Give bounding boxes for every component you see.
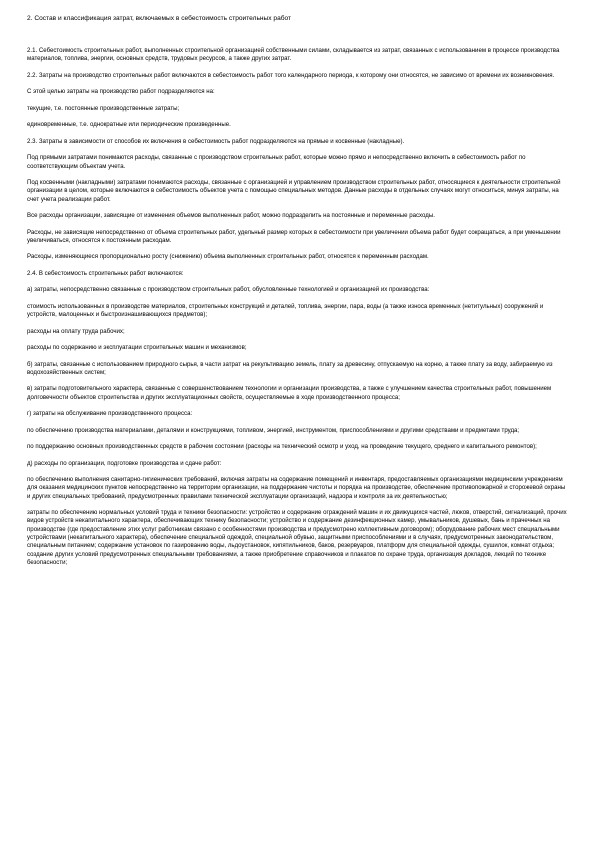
paragraph-materials-cost: стоимость использованных в производстве материалов, строительных конструкций и деталей, топлива, энергии, пара, воды (а также износа временных (нетитульных) сооружений и устройств, малоценных и быстроизнашивающихся предметов);: [27, 302, 544, 319]
paragraph-2-2: 2.2. Затраты на производство строительных работ включаются в себестоимость работ того календарного периода, к которому они относятся, не зависимо от времени их возникновения.: [27, 71, 555, 79]
paragraph-current-costs: текущие, т.е. постоянные производственные затраты;: [27, 104, 180, 112]
paragraph-indirect-costs: Под косвенными (накладными) затратами понимаются расходы, связанные с организацией и управлением производством строительных работ, относящиеся к деятельности строительной организации в целом, которые включаются в себестоимость объектов учета с помощью специальных методов. Данные расходы в отдельных случаях могут относиться, минуя затраты, на счет учета реализации работ.: [27, 178, 561, 203]
paragraph-sanitary: по обеспечению выполнения санитарно-гигиенических требований, включая затраты на содержание помещений и инвентаря, предоставляемых организациями медицинским учреждениям для оказания медицинских пунктов непосредственно на территории организации, на поддержание чистоты и порядка на производстве, обеспечение противопожарной и сторожевой охраны и других специальных требований, предусмотренных правилами технической эксплуатации организаций, надзора и контроля за их деятельностью;: [27, 476, 566, 500]
paragraph-fixed-variable: Все расходы организации, зависящие от изменения объемов выполненных работ, можно подразделить на постоянные и переменные расходы.: [27, 212, 435, 220]
paragraph-supply: по обеспечению производства материалами, деталями и конструкциями, топливом, энергией, инструментом, приспособлениями и другими средствами и предметами труда;: [27, 426, 520, 434]
paragraph-item-a: а) затраты, непосредственно связанные с производством строительных работ, обусловленные технологией и организацией их производства:: [27, 286, 430, 294]
paragraph-one-time-costs: единовременные, т.е. однократные или периодические произведенные.: [27, 121, 231, 129]
paragraph-labor-cost: расходы на оплату труда рабочих;: [27, 327, 125, 335]
paragraph-item-v: в) затраты подготовительного характера, связанные с совершенствованием технологии и организации производства, а также с улучшением качества строительных работ, повышением долговечности объектов строительства и других эксплуатационных свойств, осуществляемые в ходе производственного процесса;: [27, 385, 552, 401]
paragraph-fixed-costs: Расходы, не зависящие непосредственно от объема строительных работ, удельный размер которых в себестоимости при увеличении объема работ будет сокращаться, а при уменьшении увеличиваться, относятся к постоянным расходам.: [27, 228, 561, 244]
paragraph-variable-costs: Расходы, изменяющиеся пропорционально росту (снижению) объема выполненных строительных работ, относятся к переменным расходам.: [27, 253, 429, 261]
paragraph-2-3: 2.3. Затраты в зависимости от способов их включения в себестоимость работ подразделяются на прямые и косвенные (накладные).: [27, 137, 405, 145]
paragraph-item-d: д) расходы по организации, подготовке производства и сдаче работ:: [27, 459, 222, 467]
paragraph-2-1: 2.1. Себестоимость строительных работ, выполненных строительной организацией собственными силами, складывается из затрат, связанных с использованием в процессе производства материалов, топлива, энергии, основных средств, трудовых ресурсов, а также других затрат.: [27, 47, 560, 63]
paragraph-2-4: 2.4. В себестоимость строительных работ включаются:: [27, 269, 184, 277]
paragraph-item-g: г) затраты на обслуживание производственного процесса:: [27, 410, 193, 418]
paragraph-cost-types-intro: С этой целью затраты на производство работ подразделяются на:: [27, 88, 215, 96]
paragraph-maintenance: по поддержанию основных производственных средств в рабочем состоянии (расходы на технический осмотр и уход, на проведение текущего, среднего и капитального ремонтов);: [27, 443, 537, 451]
paragraph-item-b: б) затраты, связанные с использованием природного сырья, в части затрат на рекультивацию земель, плату за древесину, отпускаемую на корню, а также плату за воду, забираемую из водохозяйственных систем;: [27, 360, 553, 376]
paragraph-safety: затраты по обеспечению нормальных условий труда и техники безопасности: устройство и содержание ограждений машин и их движущихся частей, люков, отверстий, сигнализаций, прочих видов устройств некапитального характера, обеспечивающих технику безопасности; устройство и содержание дезинфекционных камер, умывальников, душевых, бань и прачечных на производстве (где предоставление этих услуг работникам связано с особенностями производства и предусмотрено коллективным договором); оборудование рабочих мест специальными устройствами (некапитального характера), обеспечение специальной одеждой, специальной обувью, защитными приспособлениями и в случаях, предусмотренных законодательством, специальным питанием; содержание установок по газированию воды, льдоустановок, кипятильников, баков, резервуаров, платформ для специальной одежды, сушилок, комнат отдыха; создание других условий предусмотренных специальными требованиями, а также приобретение справочников и плакатов по охране труда, организация докладов, лекций по технике безопасности;: [27, 509, 567, 566]
section-heading: 2. Состав и классификация затрат, включаемых в себестоимость строительных работ: [27, 15, 292, 22]
paragraph-machinery-cost: расходы по содержанию и эксплуатации строительных машин и механизмов;: [27, 344, 247, 352]
paragraph-direct-costs: Под прямыми затратами понимаются расходы, связанные с производством строительных работ, которые можно прямо и непосредственно включить в себестоимость работ по соответствующим объектам учета.: [27, 154, 526, 170]
document-page: [27, 14, 567, 567]
